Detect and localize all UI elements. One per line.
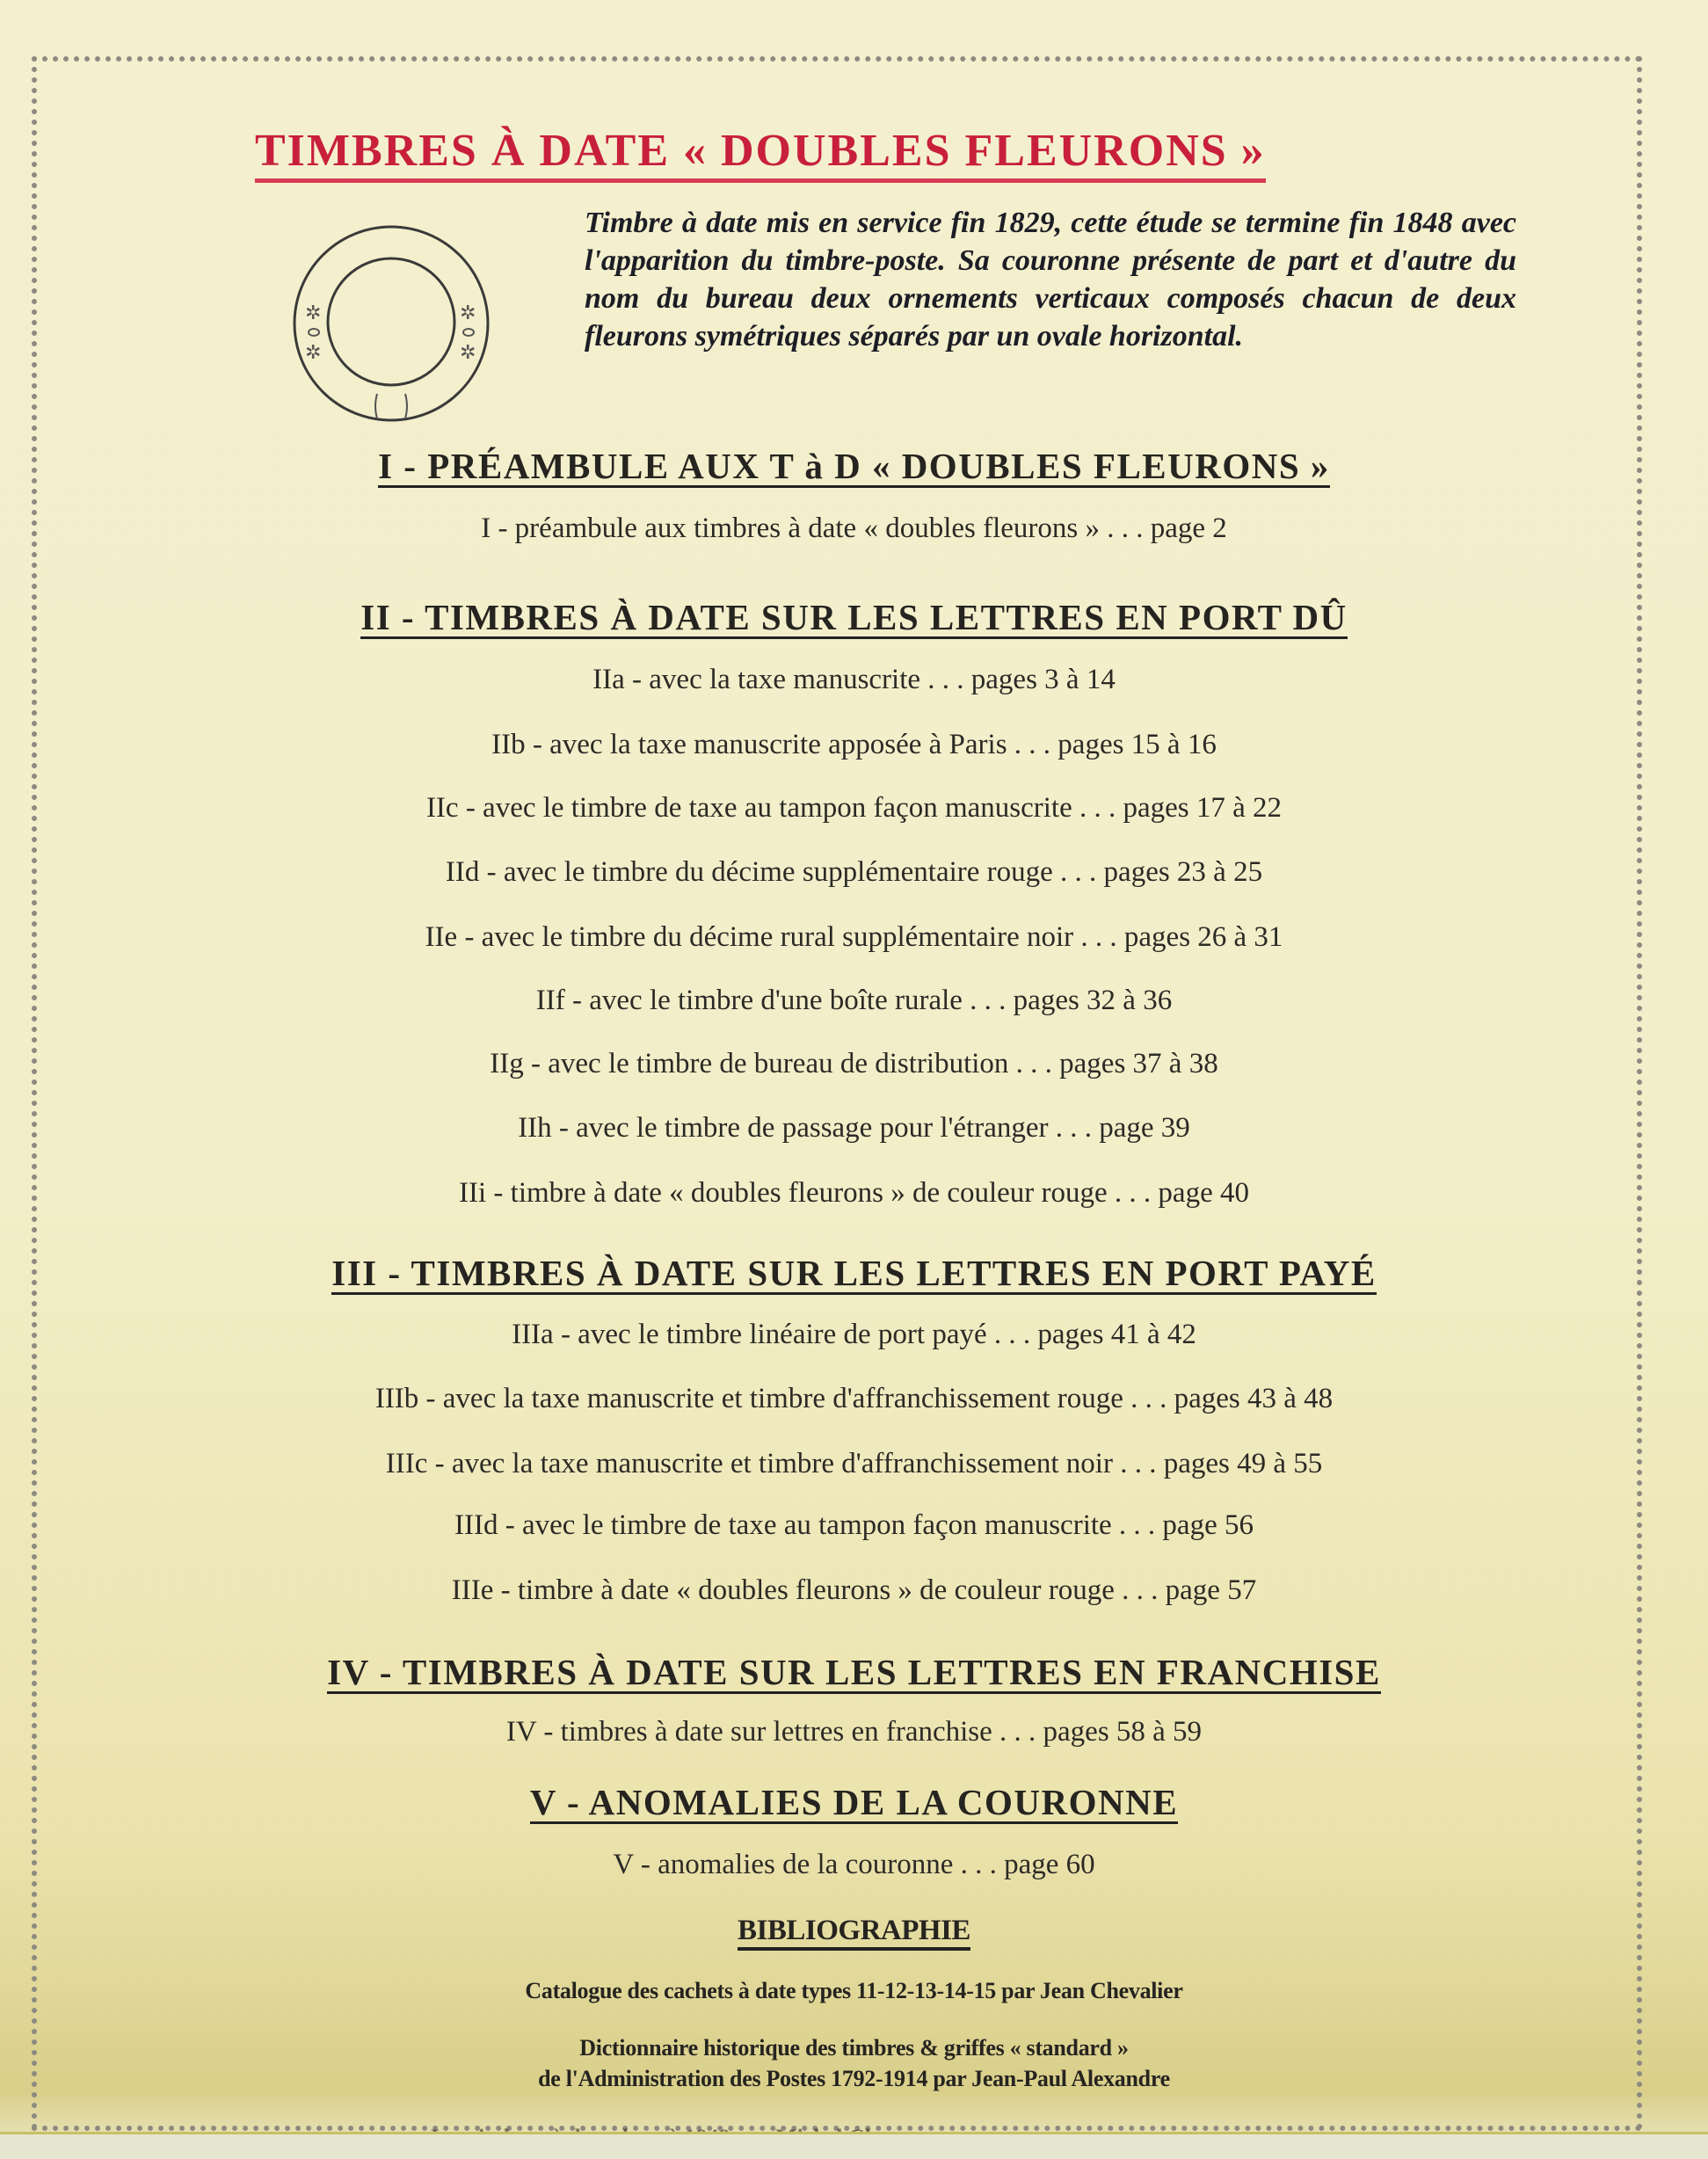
- section-heading-text: IV - TIMBRES À DATE SUR LES LETTRES EN FRANCHISE: [327, 1652, 1381, 1692]
- toc-item: [0, 1048, 1708, 1080]
- toc-item: [0, 512, 1708, 545]
- bibliography-entry: [0, 1978, 1708, 2004]
- section-heading: [0, 1254, 1708, 1295]
- bibliography-entry-text: Catalogue des cachets à date types 11-12-13-14-15 par Jean Chevalier: [525, 1978, 1183, 2003]
- svg-text:✲: ✲: [305, 302, 322, 323]
- toc-item-text: I - préambule aux timbres à date « doubles fleurons » . . . page 2: [481, 512, 1227, 544]
- bibliography-entry-text: Dictionnaire historique des timbres & griffes « standard »: [579, 2035, 1129, 2061]
- section-heading: [0, 1783, 1708, 1824]
- page-title: TIMBRES À DATE « DOUBLES FLEURONS »: [255, 125, 1266, 183]
- toc-item-text: IIId - avec le timbre de taxe au tampon façon manuscrite . . . page 56: [454, 1509, 1254, 1541]
- toc-item: [0, 1574, 1708, 1607]
- section-heading-text: I - PRÉAMBULE AUX T à D « DOUBLES FLEURONS »: [378, 446, 1330, 486]
- bibliography-heading: [0, 1915, 1708, 1951]
- toc-item: [0, 1716, 1708, 1748]
- toc-item: [0, 729, 1708, 761]
- section-heading-text: III - TIMBRES À DATE SUR LES LETTRES EN PORT PAYÉ: [331, 1253, 1377, 1293]
- svg-text:✲: ✲: [460, 302, 476, 323]
- toc-item-text: IIIb - avec la taxe manuscrite et timbre d'affranchissement rouge . . . pages 43 à 48: [374, 1383, 1334, 1414]
- section-heading-text: II - TIMBRES À DATE SUR LES LETTRES EN PORT DÛ: [360, 597, 1348, 637]
- bibliography-entry: [0, 2066, 1708, 2092]
- bibliography-entry: [0, 2035, 1708, 2061]
- toc-item-text: V - anomalies de la couronne . . . page 60: [613, 1849, 1095, 1880]
- toc-item: [0, 1319, 1708, 1351]
- section-heading: [0, 447, 1708, 488]
- toc-item-text: IId - avec le timbre du décime supplémentaire rouge . . . pages 23 à 25: [445, 856, 1263, 888]
- toc-item-text: IIf - avec le timbre d'une boîte rurale . . . pages 32 à 36: [535, 985, 1173, 1016]
- toc-item-text: IIg - avec le timbre de bureau de distribution . . . pages 37 à 38: [490, 1048, 1218, 1080]
- toc-item: [0, 1509, 1708, 1542]
- toc-item-text: IV - timbres à date sur lettres en franchise . . . pages 58 à 59: [505, 1716, 1203, 1748]
- toc-item-text: IIe - avec le timbre du décime rural supplémentaire noir . . . pages 26 à 31: [425, 921, 1283, 953]
- toc-item-text: IIIc - avec la taxe manuscrite et timbre d'affranchissement noir . . . pages 49 à 55: [385, 1448, 1323, 1479]
- toc-item: [0, 856, 1708, 889]
- toc-item-text: IIh - avec le timbre de passage pour l'étranger . . . page 39: [518, 1112, 1190, 1144]
- intro-paragraph: Timbre à date mis en service fin 1829, cette étude se termine fin 1848 avec l'apparition du timbre-poste. Sa couronne présente de part et d'autre du nom du bureau deux ornements verticaux composés chacun de deux fleurons symétriques séparés par un ovale horizontal.: [585, 207, 1516, 353]
- toc-item-text: IIIa - avec le timbre linéaire de port payé . . . pages 41 à 42: [512, 1319, 1196, 1350]
- toc-item: [0, 1383, 1708, 1415]
- section-heading: [0, 598, 1708, 639]
- toc-item-text: IIc - avec le timbre de taxe au tampon façon manuscrite . . . pages 17 à 22: [425, 792, 1283, 824]
- toc-item: [0, 664, 1708, 696]
- toc-item: [0, 1448, 1708, 1480]
- toc-item: [0, 1849, 1708, 1881]
- toc-item: [0, 792, 1708, 825]
- bibliography-heading-text: BIBLIOGRAPHIE: [738, 1915, 970, 1951]
- frame-bottom-edge: [0, 2132, 1708, 2159]
- toc-item-text: IIi - timbre à date « doubles fleurons » de couleur rouge . . . page 40: [459, 1177, 1249, 1209]
- bibliography-entry-text: de l'Administration des Postes 1792-1914 par Jean-Paul Alexandre: [538, 2066, 1170, 2091]
- section-heading: [0, 1653, 1708, 1694]
- toc-item: [0, 985, 1708, 1017]
- svg-text:✲: ✲: [305, 341, 322, 363]
- double-fleurons-stamp-icon: [286, 218, 497, 433]
- toc-item-text: IIIe - timbre à date « doubles fleurons » de couleur rouge . . . page 57: [451, 1574, 1257, 1606]
- toc-item-text: IIb - avec la taxe manuscrite apposée à Paris . . . pages 15 à 16: [491, 729, 1217, 760]
- svg-text:✲: ✲: [460, 341, 476, 363]
- toc-item-text: IIa - avec la taxe manuscrite . . . pages 3 à 14: [592, 664, 1116, 695]
- section-heading-text: V - ANOMALIES DE LA COURONNE: [529, 1782, 1179, 1822]
- toc-item: [0, 1177, 1708, 1210]
- toc-item: [0, 921, 1708, 954]
- toc-item: [0, 1112, 1708, 1145]
